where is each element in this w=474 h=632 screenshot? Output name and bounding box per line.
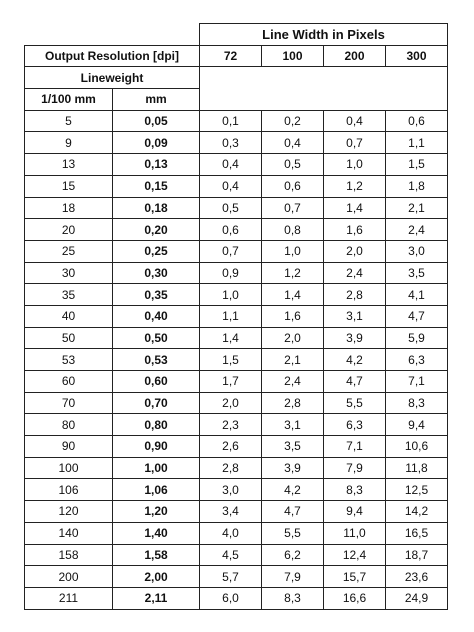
- cell-px-72: 0,4: [200, 154, 262, 176]
- cell-px-200: 1,0: [324, 154, 386, 176]
- table-row: [25, 392, 448, 414]
- cell-px-100: 3,5: [262, 436, 324, 458]
- cell-px-200: 7,1: [324, 436, 386, 458]
- cell-hundredth-mm: 90: [25, 436, 113, 458]
- table-row: [25, 587, 448, 609]
- cell-px-100: 1,4: [262, 284, 324, 306]
- cell-px-200: 2,4: [324, 262, 386, 284]
- lineweight-label: Lineweight: [25, 67, 200, 89]
- cell-px-200: 1,2: [324, 175, 386, 197]
- cell-hundredth-mm: 5: [25, 110, 113, 132]
- cell-px-100: 6,2: [262, 544, 324, 566]
- cell-px-72: 0,5: [200, 197, 262, 219]
- dpi-header-72: 72: [200, 45, 262, 67]
- cell-px-200: 12,4: [324, 544, 386, 566]
- cell-px-300: 3,5: [386, 262, 448, 284]
- cell-mm: 0,50: [113, 327, 200, 349]
- cell-px-300: 10,6: [386, 436, 448, 458]
- unit-hundredth-mm-label: 1/100 mm: [25, 89, 113, 111]
- cell-px-72: 0,3: [200, 132, 262, 154]
- table-row: [25, 262, 448, 284]
- cell-px-100: 2,1: [262, 349, 324, 371]
- cell-px-100: 0,5: [262, 154, 324, 176]
- cell-px-300: 11,8: [386, 457, 448, 479]
- table-row: [25, 240, 448, 262]
- cell-px-100: 1,2: [262, 262, 324, 284]
- cell-px-200: 3,9: [324, 327, 386, 349]
- cell-mm: 1,58: [113, 544, 200, 566]
- cell-mm: 2,11: [113, 587, 200, 609]
- cell-px-72: 3,0: [200, 479, 262, 501]
- cell-px-200: 0,4: [324, 110, 386, 132]
- cell-px-72: 0,7: [200, 240, 262, 262]
- cell-mm: 0,53: [113, 349, 200, 371]
- cell-mm: 1,20: [113, 501, 200, 523]
- table-row: [25, 154, 448, 176]
- header-row-lineweight: [25, 67, 448, 89]
- cell-px-300: 9,4: [386, 414, 448, 436]
- cell-hundredth-mm: 15: [25, 175, 113, 197]
- cell-px-300: 4,1: [386, 284, 448, 306]
- cell-px-300: 8,3: [386, 392, 448, 414]
- cell-px-100: 0,4: [262, 132, 324, 154]
- cell-px-200: 11,0: [324, 522, 386, 544]
- cell-px-72: 2,3: [200, 414, 262, 436]
- cell-px-300: 18,7: [386, 544, 448, 566]
- table-row: [25, 197, 448, 219]
- cell-px-72: 3,4: [200, 501, 262, 523]
- table-row: [25, 175, 448, 197]
- cell-hundredth-mm: 158: [25, 544, 113, 566]
- cell-px-72: 2,8: [200, 457, 262, 479]
- cell-px-300: 6,3: [386, 349, 448, 371]
- cell-px-72: 0,1: [200, 110, 262, 132]
- cell-mm: 1,00: [113, 457, 200, 479]
- cell-px-100: 2,0: [262, 327, 324, 349]
- output-resolution-label: Output Resolution [dpi]: [25, 45, 200, 67]
- table-row: [25, 305, 448, 327]
- cell-mm: 0,30: [113, 262, 200, 284]
- cell-mm: 0,70: [113, 392, 200, 414]
- cell-hundredth-mm: 13: [25, 154, 113, 176]
- header-empty-area: [200, 67, 448, 110]
- dpi-header-100: 100: [262, 45, 324, 67]
- cell-px-200: 1,4: [324, 197, 386, 219]
- cell-px-300: 1,5: [386, 154, 448, 176]
- cell-px-300: 7,1: [386, 371, 448, 393]
- header-row-dpi: [25, 45, 448, 67]
- table-row: [25, 522, 448, 544]
- table-row: [25, 284, 448, 306]
- cell-hundredth-mm: 200: [25, 566, 113, 588]
- dpi-header-200: 200: [324, 45, 386, 67]
- cell-hundredth-mm: 30: [25, 262, 113, 284]
- table-row: [25, 371, 448, 393]
- cell-px-300: 3,0: [386, 240, 448, 262]
- cell-px-100: 4,2: [262, 479, 324, 501]
- cell-px-72: 0,6: [200, 219, 262, 241]
- cell-mm: 0,80: [113, 414, 200, 436]
- cell-mm: 0,60: [113, 371, 200, 393]
- cell-mm: 0,20: [113, 219, 200, 241]
- cell-hundredth-mm: 18: [25, 197, 113, 219]
- cell-px-300: 14,2: [386, 501, 448, 523]
- cell-px-200: 16,6: [324, 587, 386, 609]
- table-row: [25, 501, 448, 523]
- cell-hundredth-mm: 70: [25, 392, 113, 414]
- header-row-title: [25, 24, 448, 46]
- cell-px-72: 0,4: [200, 175, 262, 197]
- cell-px-100: 3,9: [262, 457, 324, 479]
- cell-mm: 0,25: [113, 240, 200, 262]
- cell-px-100: 0,2: [262, 110, 324, 132]
- cell-hundredth-mm: 80: [25, 414, 113, 436]
- cell-px-72: 2,6: [200, 436, 262, 458]
- header-blank-cell: [25, 24, 200, 46]
- cell-px-72: 4,0: [200, 522, 262, 544]
- cell-px-300: 12,5: [386, 479, 448, 501]
- unit-mm-label: mm: [113, 89, 200, 111]
- cell-mm: 0,40: [113, 305, 200, 327]
- table-body: [25, 24, 448, 610]
- cell-hundredth-mm: 100: [25, 457, 113, 479]
- table-row: [25, 566, 448, 588]
- table-row: [25, 457, 448, 479]
- lineweight-conversion-table: [24, 23, 448, 610]
- cell-px-300: 2,4: [386, 219, 448, 241]
- cell-mm: 0,13: [113, 154, 200, 176]
- cell-hundredth-mm: 40: [25, 305, 113, 327]
- cell-px-100: 0,8: [262, 219, 324, 241]
- dpi-header-300: 300: [386, 45, 448, 67]
- table-row: [25, 436, 448, 458]
- table-row: [25, 479, 448, 501]
- cell-px-300: 1,8: [386, 175, 448, 197]
- cell-mm: 0,90: [113, 436, 200, 458]
- cell-px-200: 15,7: [324, 566, 386, 588]
- cell-hundredth-mm: 9: [25, 132, 113, 154]
- cell-px-200: 2,0: [324, 240, 386, 262]
- cell-px-300: 23,6: [386, 566, 448, 588]
- cell-hundredth-mm: 140: [25, 522, 113, 544]
- cell-px-100: 3,1: [262, 414, 324, 436]
- cell-px-72: 4,5: [200, 544, 262, 566]
- cell-px-100: 1,0: [262, 240, 324, 262]
- cell-px-72: 1,1: [200, 305, 262, 327]
- cell-px-72: 1,0: [200, 284, 262, 306]
- cell-px-200: 3,1: [324, 305, 386, 327]
- cell-px-100: 0,6: [262, 175, 324, 197]
- cell-px-200: 0,7: [324, 132, 386, 154]
- cell-px-100: 8,3: [262, 587, 324, 609]
- cell-px-72: 2,0: [200, 392, 262, 414]
- cell-mm: 0,05: [113, 110, 200, 132]
- cell-px-200: 4,2: [324, 349, 386, 371]
- cell-px-100: 7,9: [262, 566, 324, 588]
- cell-hundredth-mm: 106: [25, 479, 113, 501]
- cell-px-72: 1,5: [200, 349, 262, 371]
- cell-px-72: 5,7: [200, 566, 262, 588]
- cell-hundredth-mm: 60: [25, 371, 113, 393]
- line-width-title: Line Width in Pixels: [200, 24, 448, 46]
- table-row: [25, 414, 448, 436]
- table-row: [25, 349, 448, 371]
- table-row: [25, 544, 448, 566]
- cell-hundredth-mm: 25: [25, 240, 113, 262]
- cell-px-200: 1,6: [324, 219, 386, 241]
- cell-px-72: 0,9: [200, 262, 262, 284]
- cell-px-300: 16,5: [386, 522, 448, 544]
- cell-mm: 1,40: [113, 522, 200, 544]
- cell-px-100: 5,5: [262, 522, 324, 544]
- cell-px-100: 0,7: [262, 197, 324, 219]
- cell-px-300: 24,9: [386, 587, 448, 609]
- table-row: [25, 327, 448, 349]
- cell-hundredth-mm: 211: [25, 587, 113, 609]
- cell-px-200: 6,3: [324, 414, 386, 436]
- cell-mm: 0,35: [113, 284, 200, 306]
- cell-mm: 0,18: [113, 197, 200, 219]
- cell-px-72: 1,7: [200, 371, 262, 393]
- cell-hundredth-mm: 20: [25, 219, 113, 241]
- cell-hundredth-mm: 53: [25, 349, 113, 371]
- cell-hundredth-mm: 50: [25, 327, 113, 349]
- cell-px-200: 5,5: [324, 392, 386, 414]
- table-row: [25, 219, 448, 241]
- cell-px-100: 2,8: [262, 392, 324, 414]
- cell-px-200: 4,7: [324, 371, 386, 393]
- cell-px-300: 2,1: [386, 197, 448, 219]
- cell-px-200: 7,9: [324, 457, 386, 479]
- cell-px-200: 8,3: [324, 479, 386, 501]
- cell-px-300: 1,1: [386, 132, 448, 154]
- table-row: [25, 110, 448, 132]
- cell-px-72: 6,0: [200, 587, 262, 609]
- cell-px-100: 2,4: [262, 371, 324, 393]
- cell-px-300: 0,6: [386, 110, 448, 132]
- cell-hundredth-mm: 120: [25, 501, 113, 523]
- cell-px-72: 1,4: [200, 327, 262, 349]
- cell-mm: 0,09: [113, 132, 200, 154]
- cell-px-300: 5,9: [386, 327, 448, 349]
- table-row: [25, 132, 448, 154]
- cell-mm: 0,15: [113, 175, 200, 197]
- cell-px-300: 4,7: [386, 305, 448, 327]
- cell-mm: 2,00: [113, 566, 200, 588]
- cell-mm: 1,06: [113, 479, 200, 501]
- cell-px-100: 1,6: [262, 305, 324, 327]
- cell-px-200: 9,4: [324, 501, 386, 523]
- cell-hundredth-mm: 35: [25, 284, 113, 306]
- cell-px-100: 4,7: [262, 501, 324, 523]
- cell-px-200: 2,8: [324, 284, 386, 306]
